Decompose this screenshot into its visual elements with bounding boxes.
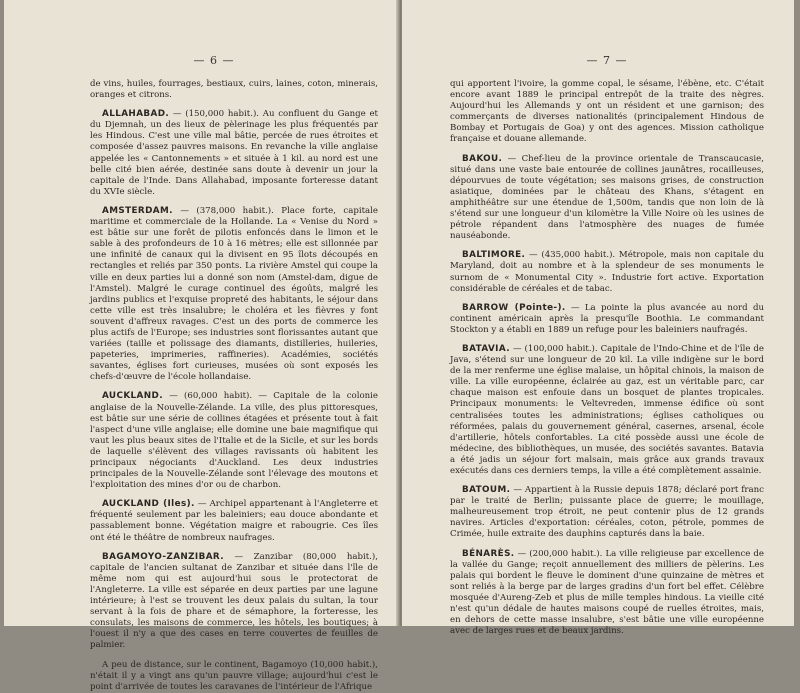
entry-body: de vins, huiles, fourrages, bestiaux, cuirs, laines, coton, minerais, oranges et citrons.	[90, 79, 378, 101]
entry	[90, 552, 378, 652]
entry-heading: AMSTERDAM.	[102, 205, 173, 216]
page-number: — 6 —	[193, 54, 235, 67]
entry-body: A peu de distance, sur le continent, Bagamoyo (10,000 habit.), n'était il y a vingt ans qu'un pauvre village; aujourd'hui c'est le point d'arrivée de toutes les caravanes de l'intérieur de l'Afrique	[90, 659, 378, 692]
entry-heading: BARROW (Pointe-).	[462, 302, 566, 313]
entry-body: — (200,000 habit.). La ville religieuse par excellence de la vallée du Gange; reçoit annuellement des milliers de pèlerins. Les palais qui bordent le fleuve le dominent d'une quinzaine de mètres et sont reliés à la berge par de larges gradins d'un fort bel effet. Célèbre mosquée d'Aureng-Zeb et plus de mille temples hindous. La vieille cité n'est qu'un dédale de hautes maisons coupé de ruelles étroites, mais, en dehors de cette masse insalubre, s'est bâtie une ville européenne avec de larges rues et de beaux jardins.	[450, 548, 764, 637]
entry	[450, 79, 764, 146]
entry	[90, 391, 378, 491]
entry-heading: BAGAMOYO-ZANZIBAR.	[102, 551, 225, 562]
entry	[450, 485, 764, 540]
entry	[450, 154, 764, 243]
entry	[450, 549, 764, 638]
entry	[90, 660, 378, 693]
entry	[450, 303, 764, 336]
entry-body: — Archipel appartenant à l'Angleterre et fréquenté seulement par les baleiniers; eau douce abondante et passablement bonne. Végétation maigre et rabougrie. Ces îles ont été le théâtre de nombreux naufrages.	[90, 499, 378, 543]
entry-body: — Chef-lieu de la province orientale de Transcaucasie, situé dans une vaste baie entourée de collines jaunâtres, rocailleuses, dépourvues de toute végétation; ses maisons grises, de construction asiatique, dominées par le château des Khans, s'étagent en amphithéâtre sur une étendue de 1,500m, tandis que non loin de là s'étend sur une longueur d'un kilomètre la Ville Noire où les usines de pétrole répandent dans l'atmosphère des nuages de fumée nauséabonde.	[450, 153, 764, 242]
entry-body: — (60,000 habit). — Capitale de la colonie anglaise de la Nouvelle-Zélande. La ville, des plus pittoresques, est bâtie sur une série de collines étagées et présente tout à fait l'aspect d'une ville anglaise; elle domine une baie magnifique qui vaut les plus beaux sites de l'Italie et de la Sicile, et sur les bords de laquelle s'élèvent des villages ravissants où habitent les principaux négociants d'Auckland. Les deux industries principales de la Nouvelle-Zélande sont l'élevage des moutons et l'exploitation des mines d'or ou de charbon.	[90, 391, 378, 491]
entry-body: — (100,000 habit.). Capitale de l'Indo-Chine et de l'île de Java, s'étend sur une longueur de 20 kil. La ville indigène sur le bord de la mer renferme une église malaise, un hôpital chinois, la maison de ville. La ville européenne, éclairée au gaz, est un véritable parc, car chaque maison est enfouie dans un bosquet de plantes tropicales. Principaux monuments: le Veltevreden, immense édifice où sont centralisées toutes les administrations; églises catholiques ou réformées, palais du gouvernement général, casernes, arsenal, école d'artillerie, hôtels confortables. La cité possède aussi une école de médecine, des bibliothèques, un musée, des sociétés savantes. Batavia a été jadis un séjour fort malsain, mais grâce aux grands travaux exécutés dans ces derniers temps, la ville a été complètement assainie.	[450, 343, 764, 476]
right-page	[402, 0, 794, 637]
entry-heading: BATAVIA.	[462, 343, 510, 354]
left-page-text	[90, 79, 378, 693]
entry-heading: BÉNARÈS.	[462, 548, 515, 559]
entry	[90, 499, 378, 543]
entry	[450, 250, 764, 294]
entry-body: — (435,000 habit.). Métropole, mais non capitale du Maryland, doit au nombre et à la splendeur de ses monuments le surnom de « Monumental City ». Industrie fort active. Exportation considérable de céréales et de tabac.	[450, 250, 764, 294]
entry-body: — (378,000 habit.). Place forte, capitale maritime et commerciale de la Hollande. La « Venise du Nord » est bâtie sur une forêt de pilotis enfoncés dans le limon et le sable à des profondeurs de 10 à 16 mètres; elle est sillonnée par une infinité de canaux qui la divisent en 95 îlots découpés en rectangles et reliés par 350 ponts. La rivière Amstel qui coupe la ville en deux parties lui a donné son nom (Amstel-dam, digue de l'Amstel). Malgré le curage continuel des égoûts, malgré les jardins publics et l'exquise propreté des habitants, le séjour dans cette ville est très insalubre; le choléra et les fièvres y font souvent d'affreux ravages. C'est un des ports de commerce les plus actifs de l'Europe; ses industries sont florissantes autant que variées (taille et polissage des diamants, distilleries, huileries, papeteries, imprimeries, raffineries). Académies, sociétés savantes, églises fort curieuses, musées où sont exposés les chefs-d'œuvre de l'école hollandaise.	[90, 205, 378, 383]
entry	[90, 206, 378, 384]
page-number: — 7 —	[586, 54, 628, 67]
entry	[90, 109, 378, 198]
entry-heading: BAKOU.	[462, 153, 503, 164]
entry-heading: BATOUM.	[462, 485, 511, 496]
entry	[450, 344, 764, 477]
entry-body: qui apportent l'ivoire, la gomme copal, le sésame, l'ébène, etc. C'était encore avant 1889 le principal entrepôt de la traite des nègres. Aujourd'hui les Allemands y ont un résident et une garnison; des commerçants de diverses nationalités (principalement Hindous de Bombay et Portugais de Goa) y ont des agences. Mission catholique française et douane allemande.	[450, 79, 764, 145]
entry-body: — (150,000 habit.). Au confluent du Gange et du Djemnah, un des lieux de pèlerinage les plus fréquentés par les Hindous. C'est une ville mal bâtie, percée de rues étroites et composée d'assez pauvres maisons. En revanche la ville anglaise appelée les « Cantonnements » et située à 1 kil. au nord est une belle cité bien aérée, destinée sans doute à devenir un jour la capitale de l'Inde. Dans Allahabad, imposante forteresse datant du XVIe siècle.	[90, 109, 378, 197]
left-page	[4, 0, 400, 692]
entry-heading: BALTIMORE.	[462, 250, 526, 261]
entry-body: — Appartient à la Russie depuis 1878; déclaré port franc par le traité de Berlin; puissante place de guerre; le mouillage, malheureusement trop étroit, ne peut contenir plus de 12 grands navires. Articles d'exportation: céréales, coton, pétrole, pommes de Crimée, huile extraite des dauphins capturés dans la baie.	[450, 485, 764, 540]
entry-body: — La pointe la plus avancée au nord du continent américain après la presqu'île Boothia. Le commandant Stockton y a établi en 1889 un refuge pour les baleiniers naufragés.	[450, 302, 764, 335]
entry-body: — Zanzibar (80,000 habit.), capitale de l'ancien sultanat de Zanzibar et située dans l'île de même nom qui est aujourd'hui sous le protectorat de l'Angleterre. La ville est séparée en deux parties par une lagune intérieure; à l'est se trouvent les deux palais du sultan, la tour servant à la fois de phare et de sémaphore, la forteresse, les consulats, les maisons de commerce, les hôtels, les boutiques; à l'ouest il n'y a que des cases en terre couvertes de feuilles de palmier.	[90, 551, 378, 651]
right-page-text	[450, 79, 764, 637]
entry-heading: AUCKLAND.	[102, 391, 163, 402]
entry-heading: AUCKLAND (Iles).	[102, 499, 195, 510]
entry	[90, 79, 378, 101]
entry-heading: ALLAHABAD.	[102, 109, 170, 120]
